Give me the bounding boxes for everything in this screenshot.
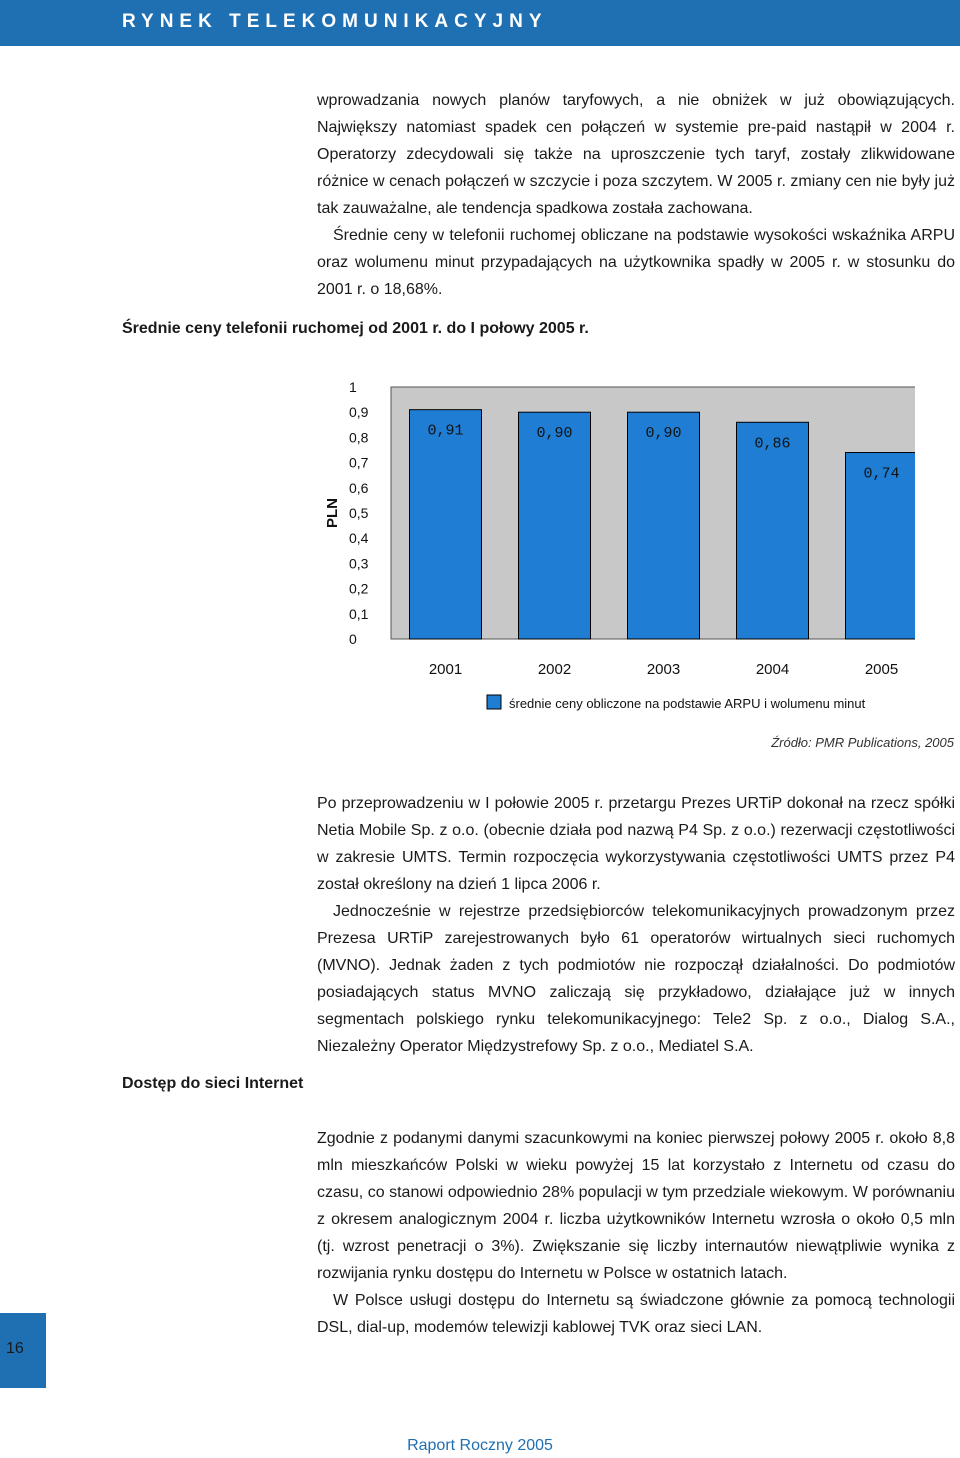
internet-paragraph-2: W Polsce usługi dostępu do Internetu są świadczone głównie za pomocą technologii DSL, dial-up, modemów telewizji kablowej TVK oraz sieci LAN. xyxy=(317,1292,955,1336)
legend-label: średnie ceny obliczone na podstawie ARPU i wolumenu minut xyxy=(509,696,866,711)
intro-paragraph-2: Średnie ceny w telefonii ruchomej obliczane na podstawie wysokości wskaźnika ARPU oraz wolumenu minut przypadających na użytkownika spadły w 2005 r. w stosunku do 2001 r. o 18,68%. xyxy=(317,227,955,298)
bar-2002 xyxy=(519,412,591,639)
internet-paragraph-1: Zgodnie z podanymi danymi szacunkowymi na koniec pierwszej połowy 2005 r. około 8,8 mln mieszkańców Polski w wieku powyżej 15 lat korzystało z Internetu od czasu do czasu, co stanowi odpowiednio 28% populacji w tym przedziale wiekowym. W porównaniu z okresem analogicznym 2004 r. liczba użytkowników Internetu wzrosła o około 0,5 mln (tj. wzrost penetracji o 3%). Zwiększanie się liczby internautów niewątpliwie wynika z rozwijania rynku dostępu do Internetu w Polsce w ostatnich latach. xyxy=(317,1130,955,1282)
internet-section-heading: Dostęp do sieci Internet xyxy=(122,1075,304,1092)
x-tick-label: 2003 xyxy=(646,661,681,678)
bar-value-label: 0,90 xyxy=(536,425,573,443)
legend-swatch xyxy=(487,695,501,709)
y-tick-label: 0,1 xyxy=(349,605,369,622)
footer-title: Raport Roczny 2005 xyxy=(407,1437,553,1454)
y-tick-label: 0,8 xyxy=(349,429,369,446)
y-tick-label: 0,3 xyxy=(349,555,369,572)
y-axis-title: PLN xyxy=(324,498,341,528)
chart-heading: Średnie ceny telefonii ruchomej od 2001 r. do I połowy 2005 r. xyxy=(122,320,589,337)
y-tick-label: 1 xyxy=(349,379,357,395)
bar-value-label: 0,86 xyxy=(754,435,791,453)
bar-value-label: 0,90 xyxy=(645,425,682,443)
bar-value-label: 0,74 xyxy=(863,465,900,483)
umts-paragraph-2: Jednocześnie w rejestrze przedsiębiorców telekomunikacyjnych prowadzonym przez Prezesa URTiP zarejestrowanych było 61 operatorów wirtualnych sieci ruchomych (MVNO). Jednak żaden z tych podmiotów nie rozpoczął działalności. Do podmiotów posiadających status MVNO zaliczają się przykładowo, działające już w innych segmentach polskiego rynku telekomunikacyjnego: Tele2 Sp. z o.o., Dialog S.A., Niezależny Operator Międzystrefowy Sp. z o.o., Mediatel S.A. xyxy=(317,903,955,1055)
umts-section-text xyxy=(317,790,955,1060)
y-tick-label: 0,5 xyxy=(349,505,369,521)
intro-paragraph-1: wprowadzania nowych planów taryfowych, a nie obniżek w już obowiązujących. Największy natomiast spadek cen połączeń w systemie pre-paid nastąpił w 2004 r. Operatorzy zdecydowali się także na uproszczenie tych taryf, zostały zlikwidowane różnice w cenach połączeń w szczycie i poza szczytem. W 2005 r. zmiany cen nie były już tak zauważalne, ale tendencja spadkowa została zachowana. xyxy=(317,92,955,217)
bar-2001 xyxy=(410,410,482,639)
x-tick-label: 2004 xyxy=(755,661,790,678)
y-tick-label: 0,7 xyxy=(349,454,369,471)
x-tick-label: 2002 xyxy=(537,661,572,678)
intro-text xyxy=(317,87,955,303)
internet-section-text xyxy=(317,1125,955,1341)
running-header-title: RYNEK TELEKOMUNIKACYJNY xyxy=(122,11,548,32)
bar-value-label: 0,91 xyxy=(427,422,464,440)
y-tick-label: 0,9 xyxy=(349,404,369,421)
price-bar-chart xyxy=(315,375,915,720)
x-tick-label: 2005 xyxy=(864,661,899,678)
y-tick-label: 0,2 xyxy=(349,580,369,597)
bar-2004 xyxy=(737,422,809,639)
umts-paragraph-1: Po przeprowadzeniu w I połowie 2005 r. przetargu Prezes URTiP dokonał na rzecz spółki Netia Mobile Sp. z o.o. (obecnie działa pod nazwą P4 Sp. z o.o.) rezerwacji częstotliwości w zakresie UMTS. Termin rozpoczęcia wykorzystywania częstotliwości UMTS przez P4 został określony na dzień 1 lipca 2006 r. xyxy=(317,795,955,893)
x-tick-label: 2001 xyxy=(428,661,463,678)
y-tick-label: 0 xyxy=(349,631,357,647)
source-note: Źródło: PMR Publications, 2005 xyxy=(771,735,954,750)
page-number: 16 xyxy=(6,1340,24,1357)
y-tick-label: 0,4 xyxy=(349,530,369,547)
bar-2003 xyxy=(628,412,700,639)
y-tick-label: 0,6 xyxy=(349,479,369,496)
